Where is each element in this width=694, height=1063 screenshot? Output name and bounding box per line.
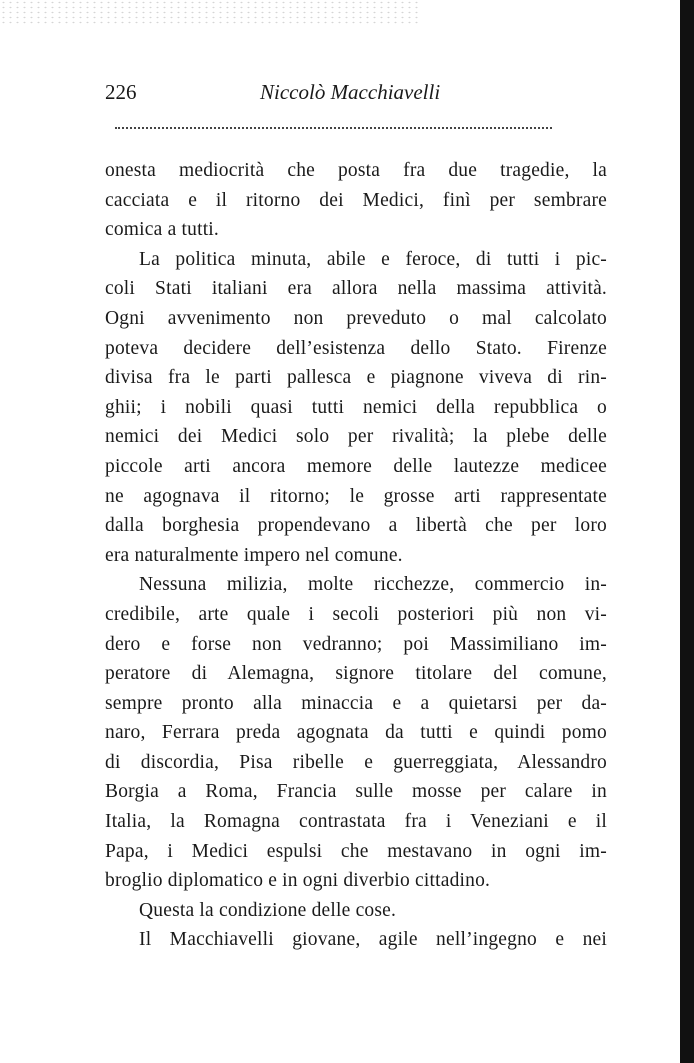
text-line: Ogni avvenimento non preveduto o mal calcolato [105, 307, 607, 329]
text-line: Il Macchiavelli giovane, agile nell’ingegno e nei [139, 929, 607, 951]
scan-artifact [0, 0, 420, 26]
text-line: Questa la condizione delle cose. [139, 899, 397, 921]
text-line: cacciata e il ritorno dei Medici, finì per sembrare [105, 189, 607, 211]
text-line: nemici dei Medici solo per rivalità; la plebe delle [105, 426, 607, 448]
header-rule [115, 127, 552, 129]
text-line: piccole arti ancora memore delle lautezze medicee [105, 455, 607, 477]
page-header [105, 78, 610, 114]
page-number: 226 [105, 80, 137, 104]
text-line: ghii; i nobili quasi tutti nemici della repubblica o [105, 396, 607, 418]
text-line: poteva decidere dell’esistenza dello Stato. Firenze [105, 337, 607, 359]
text-line: credibile, arte quale i secoli posteriori più non vi- [105, 603, 607, 625]
text-line: Papa, i Medici espulsi che mestavano in ogni im- [105, 840, 607, 862]
body-text [105, 156, 607, 955]
text-line: dero e forse non vedranno; poi Massimiliano im- [105, 633, 607, 655]
text-line: divisa fra le parti pallesca e piagnone viveva di rin- [105, 367, 607, 389]
text-line: naro, Ferrara preda agognata da tutti e quindi pomo [105, 722, 607, 744]
text-line: Italia, la Romagna contrastata fra i Veneziani e il [105, 811, 607, 833]
text-line: ne agognava il ritorno; le grosse arti rappresentate [105, 485, 607, 507]
scan-edge-shadow [680, 0, 694, 1063]
text-line: comica a tutti. [105, 219, 220, 241]
text-line: sempre pronto alla minaccia e a quietarsi per da- [105, 692, 607, 714]
text-line: onesta mediocrità che posta fra due tragedie, la [105, 160, 607, 181]
text-line: peratore di Alemagna, signore titolare del comune, [105, 663, 607, 685]
text-line: broglio diplomatico e in ogni diverbio cittadino. [105, 870, 491, 892]
text-line: La politica minuta, abile e feroce, di tutti i pic- [139, 248, 607, 270]
text-line: Borgia a Roma, Francia sulle mosse per calare in [105, 781, 607, 803]
text-line: era naturalmente impero nel comune. [105, 544, 403, 566]
running-title: Niccolò Macchiavelli [260, 80, 441, 104]
text-line: Nessuna milizia, molte ricchezze, commercio in- [139, 574, 607, 596]
text-line: dalla borghesia propendevano a libertà che per loro [105, 515, 607, 537]
text-line: coli Stati italiani era allora nella massima attività. [105, 278, 607, 300]
text-line: di discordia, Pisa ribelle e guerreggiata, Alessandro [105, 751, 607, 773]
